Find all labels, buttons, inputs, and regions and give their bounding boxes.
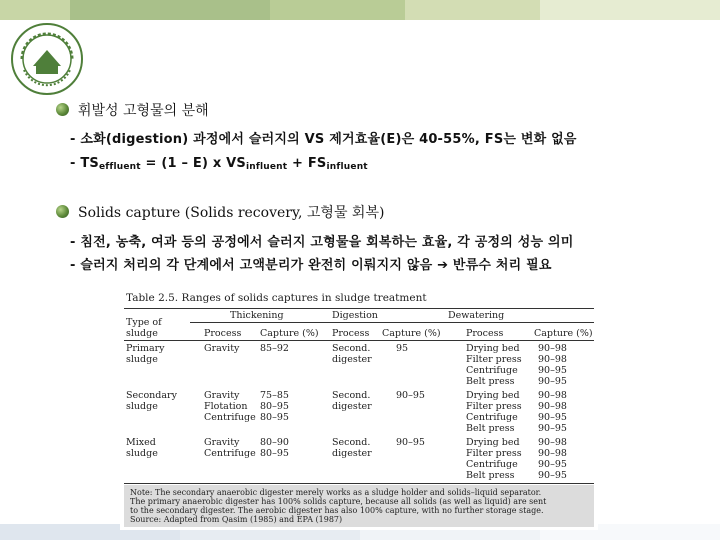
- bullet-1-formula: [70, 156, 368, 172]
- table-cell-process: Belt press: [466, 376, 515, 387]
- table-cell-process: Filter press: [466, 354, 522, 365]
- table-cell-capture: 90–98: [538, 448, 567, 459]
- table-cell-process: Drying bed: [466, 343, 520, 354]
- table-cell-process: Belt press: [466, 423, 515, 434]
- table-cell-capture: 90–95: [538, 412, 567, 423]
- table-column-header: Process: [204, 328, 242, 339]
- table-rule: [124, 483, 594, 484]
- table-cell-capture: 90–95: [396, 390, 425, 401]
- table-cell-capture: 90–98: [538, 390, 567, 401]
- bullet-2-line-2: [70, 254, 552, 273]
- formula-part: - TS: [70, 156, 99, 171]
- table-cell-capture: 85–92: [260, 343, 289, 354]
- table-cell-capture: 95: [396, 343, 409, 354]
- table-cell-capture: 80–95: [260, 448, 289, 459]
- table-cell-capture: 90–98: [538, 354, 567, 365]
- table-group-header: Digestion: [332, 310, 378, 321]
- table-cell-process: Belt press: [466, 470, 515, 481]
- table-column-header: Process: [332, 328, 370, 339]
- table-cell-sludge-type: sludge: [126, 354, 158, 365]
- table-cell-process: Gravity: [204, 390, 240, 401]
- table-cell-capture: 90–95: [396, 437, 425, 448]
- table-cell-sludge-type: Primary: [126, 343, 165, 354]
- table-rule: [124, 308, 594, 309]
- table-notes: [124, 485, 594, 527]
- table-cell-process: Gravity: [204, 437, 240, 448]
- table-cell-sludge-type: sludge: [126, 448, 158, 459]
- table-cell-capture: 90–98: [538, 343, 567, 354]
- table-note: Note: The secondary anaerobic digester merely works as a sludge holder and solids–liquid separator.: [130, 488, 542, 497]
- table-cell-process: Second.: [332, 343, 371, 354]
- table-cell-process: Drying bed: [466, 390, 520, 401]
- top-decor-bar: [0, 0, 720, 20]
- table-cell-process: digester: [332, 354, 372, 365]
- formula-part: + FS: [287, 156, 327, 171]
- table-cell-capture: 75–85: [260, 390, 289, 401]
- table-column-header: Process: [466, 328, 504, 339]
- top-bar-segment: [270, 0, 405, 20]
- table-column-header: Capture (%): [534, 328, 593, 339]
- table-note: to the secondary digester. The aerobic digester has also 100% capture, with no further storage stage.: [130, 506, 544, 515]
- table-note: The primary anaerobic digester has 100% solids capture, because all solids (as well as liquid) are sent: [130, 497, 547, 506]
- table-cell-process: Flotation: [204, 401, 248, 412]
- table-cell-capture: 80–95: [260, 412, 289, 423]
- table-cell-process: Filter press: [466, 448, 522, 459]
- table-cell-capture: 90–98: [538, 401, 567, 412]
- table-cell-process: Gravity: [204, 343, 240, 354]
- table-cell-process: digester: [332, 448, 372, 459]
- table-cell-capture: 90–98: [538, 437, 567, 448]
- table-cell-process: Filter press: [466, 401, 522, 412]
- table-cell-capture: 90–95: [538, 365, 567, 376]
- table-rule: [124, 340, 594, 341]
- table-cell-process: Centrifuge: [204, 412, 256, 423]
- top-bar-segment: [70, 0, 270, 20]
- table-cell-process: digester: [332, 401, 372, 412]
- table-type-header: sludge: [126, 328, 158, 339]
- formula-subscript: influent: [245, 162, 288, 172]
- arrow-icon: ➔: [437, 258, 449, 273]
- table-cell-sludge-type: Secondary: [126, 390, 177, 401]
- solids-capture-table: [120, 287, 598, 530]
- formula-subscript: influent: [326, 162, 368, 172]
- table-cell-process: Centrifuge: [466, 365, 518, 376]
- table-column-header: Capture (%): [260, 328, 319, 339]
- table-type-header: Type of: [126, 317, 162, 328]
- top-bar-segment: [540, 0, 720, 20]
- table-cell-capture: 80–90: [260, 437, 289, 448]
- table-cell-capture: 80–95: [260, 401, 289, 412]
- line-text: - 슬러지 처리의 각 단계에서 고액분리가 완전히 이뤄지지 않음: [70, 258, 433, 273]
- bullet-2-title: Solids capture (Solids recovery, 고형물 회복): [78, 205, 385, 221]
- university-seal-icon: [10, 22, 84, 96]
- table-column-header: Capture (%): [382, 328, 441, 339]
- top-bar-segment: [405, 0, 540, 20]
- table-cell-process: Second.: [332, 390, 371, 401]
- table-cell-capture: 90–95: [538, 376, 567, 387]
- table-note: Source: Adapted from Qasim (1985) and EPA (1987): [130, 515, 343, 524]
- table-cell-process: Centrifuge: [466, 459, 518, 470]
- bullet-icon: [56, 205, 69, 218]
- bullet-1-title: 휘발성 고형물의 분해: [78, 103, 209, 119]
- table-group-header: Dewatering: [448, 310, 505, 321]
- table-group-header: Thickening: [230, 310, 284, 321]
- top-bar-segment: [0, 0, 70, 20]
- bullet-1-line-1: - 소화(digestion) 과정에서 슬러지의 VS 제거효율(E)은 40-55%, FS는 변화 없음: [70, 132, 577, 147]
- table-cell-sludge-type: sludge: [126, 401, 158, 412]
- bullet-icon: [56, 103, 69, 116]
- table-cell-process: Drying bed: [466, 437, 520, 448]
- formula-subscript: effluent: [98, 162, 141, 172]
- line-text: 반류수 처리 필요: [448, 258, 552, 273]
- table-cell-process: Centrifuge: [204, 448, 256, 459]
- table-cell-capture: 90–95: [538, 459, 567, 470]
- bullet-2-line-1: - 침전, 농축, 여과 등의 공정에서 슬러지 고형물을 회복하는 효율, 각 공정의 성능 의미: [70, 235, 574, 250]
- table-rule: [190, 322, 594, 323]
- table-cell-capture: 90–95: [538, 470, 567, 481]
- table-cell-process: Second.: [332, 437, 371, 448]
- table-caption: Table 2.5. Ranges of solids captures in sludge treatment: [126, 292, 427, 304]
- formula-part: = (1 – E) x VS: [140, 156, 246, 171]
- table-cell-sludge-type: Mixed: [126, 437, 156, 448]
- table-cell-process: Centrifuge: [466, 412, 518, 423]
- table-cell-capture: 90–95: [538, 423, 567, 434]
